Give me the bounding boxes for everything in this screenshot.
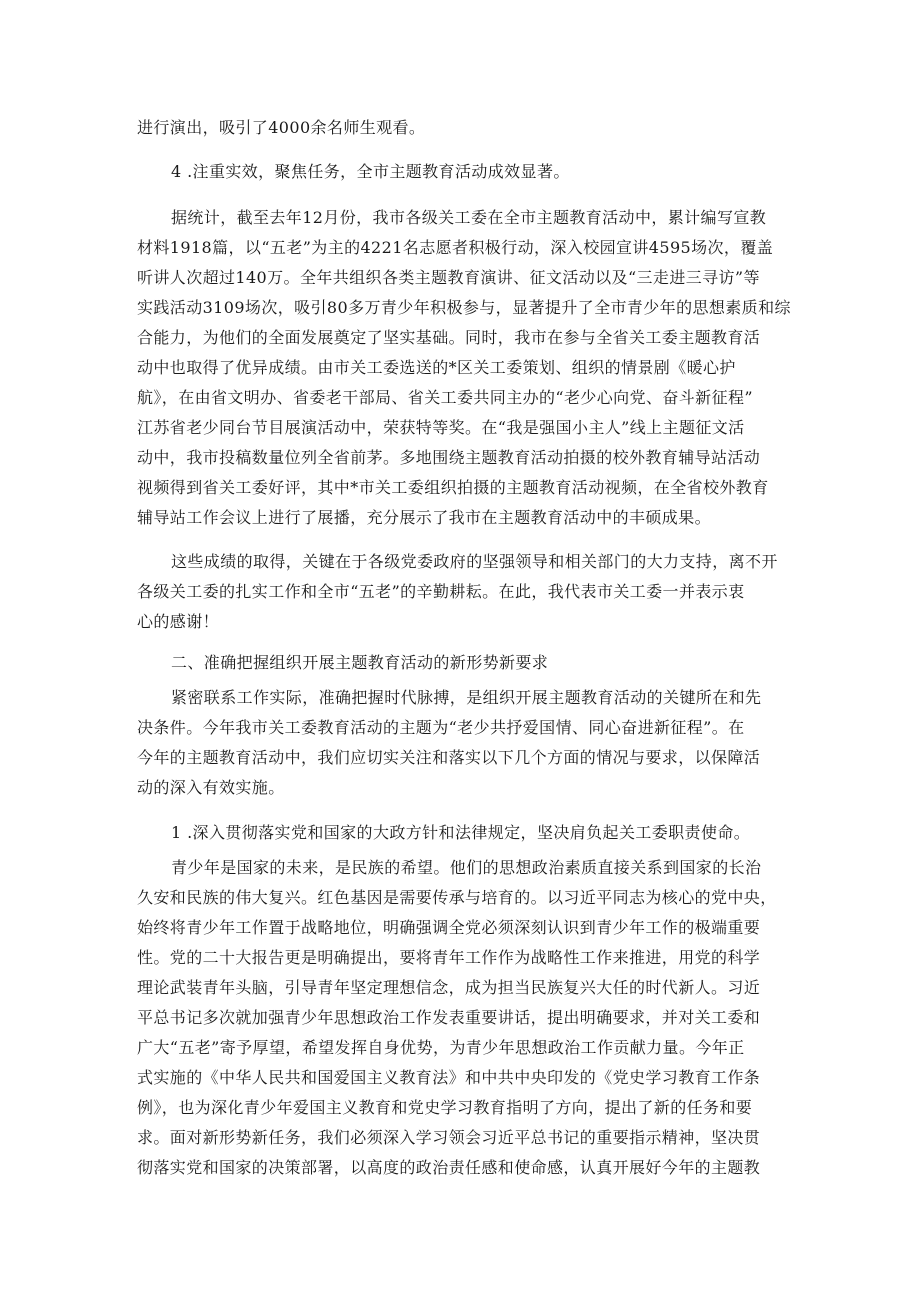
text-line: 进行演出，吸引了4000余名师生观看。 [137,118,426,137]
text-line: 这些成绩的取得，关键在于各级党委政府的坚强领导和相关部门的大力支持，离不开 [171,552,778,571]
text-line: 性。党的二十大报告更是明确提出，要将青年工作作为战略性工作来推进，用党的科学 [137,948,761,967]
text-line: 各级关工委的扎实工作和全市“五老”的辛勤耕耘。在此，我代表市关工委一并表示衷 [137,582,745,601]
heading-item-1 [137,818,787,848]
text-line: 决条件。今年我市关工委教育活动的主题为“老少共抒爱国情、同心奋进新征程”。在 [137,718,745,737]
text-line: 听讲人次超过140万。全年共组织各类主题教育演讲、征文活动以及“三走进三寻访”等 [137,268,760,287]
paragraph-statistics [137,203,791,533]
text-line: 例》，也为深化青少年爱国主义教育和党史学习教育指明了方向，提出了新的任务和要 [137,1098,753,1117]
text-line: 动的深入有效实施。 [137,778,285,797]
section-heading-2 [137,648,787,678]
paragraph-thanks [137,547,787,637]
text-line: 平总书记多次就加强青少年思想政治工作发表重要讲话，提出明确要求，并对关工委和 [137,1008,761,1027]
text-line: 紧密联系工作实际，准确把握时代脉搏，是组织开展主题教育活动的关键所在和先 [171,688,762,707]
paragraph-theme [137,683,787,803]
text-line: 广大“五老”寄予厚望，希望发挥自身优势，为青少年思想政治工作贡献力量。今年正 [137,1038,745,1057]
text-line: 理论武装青年头脑，引导青年坚定理想信念，成为担当民族复兴大任的时代新人。习近 [137,978,761,997]
text-line: 实践活动3109场次，吸引80多万青少年积极参与，显著提升了全市青少年的思想素质和综 [137,298,791,317]
heading-item-4 [137,157,787,187]
paragraph-performance-tail [137,113,787,143]
text-line: 求。面对新形势新任务，我们必须深入学习领会习近平总书记的重要指示精神，坚决贯 [137,1128,761,1147]
paragraph-youth [137,853,787,1183]
text-line: 久安和民族的伟大复兴。红色基因是需要传承与培育的。以习近平同志为核心的党中央， [137,888,777,907]
text-line: 视频得到省关工委好评，其中*市关工委组织拍摄的主题教育活动视频，在全省校外教育 [137,478,769,497]
text-line: 材料1918篇，以“五老”为主的4221名志愿者积极行动，深入校园宣讲4595场次，覆盖 [137,238,774,257]
text-line: 青少年是国家的未来，是民族的希望。他们的思想政治素质直接关系到国家的长治 [171,858,762,877]
text-line: 辅导站工作会议上进行了展播，充分展示了我市在主题教育活动中的丰硕成果。 [137,508,712,527]
text-line: 动中也取得了优异成绩。由市关工委选送的*区关工委策划、组织的情景剧《暖心护 [137,358,736,377]
text-line: 航》，在由省文明办、省委老干部局、省关工委共同主办的“老少心向党、奋斗新征程” [137,388,753,407]
text-line: 1 .深入贯彻落实党和国家的大政方针和法律规定，坚决肩负起关工委职责使命。 [171,823,751,842]
text-line: 今年的主题教育活动中，我们应切实关注和落实以下几个方面的情况与要求，以保障活 [137,748,761,767]
text-line: 心的感谢！ [137,612,220,631]
text-line: 始终将青少年工作置于战略地位，明确强调全党必须深刻认识到青少年工作的极端重要 [137,918,761,937]
text-line: 合能力，为他们的全面发展奠定了坚实基础。同时，我市在参与全省关工委主题教育活 [137,328,761,347]
text-line: 彻落实党和国家的决策部署，以高度的政治责任感和使命感，认真开展好今年的主题教 [137,1158,761,1177]
text-line: 据统计，截至去年12月份，我市各级关工委在全市主题教育活动中，累计编写宣教 [171,208,767,227]
text-line: 4 .注重实效，聚焦任务，全市主题教育活动成效显著。 [171,162,570,181]
text-line: 式实施的《中华人民共和国爱国主义教育法》和中共中央印发的《党史学习教育工作条 [137,1068,761,1087]
text-line: 江苏省老少同台节目展演活动中，荣获特等奖。在“我是强国小主人”线上主题征文活 [137,418,745,437]
text-line: 动中，我市投稿数量位列全省前茅。多地围绕主题教育活动拍摄的校外教育辅导站活动 [137,448,761,467]
text-line: 二、准确把握组织开展主题教育活动的新形势新要求 [171,653,549,672]
